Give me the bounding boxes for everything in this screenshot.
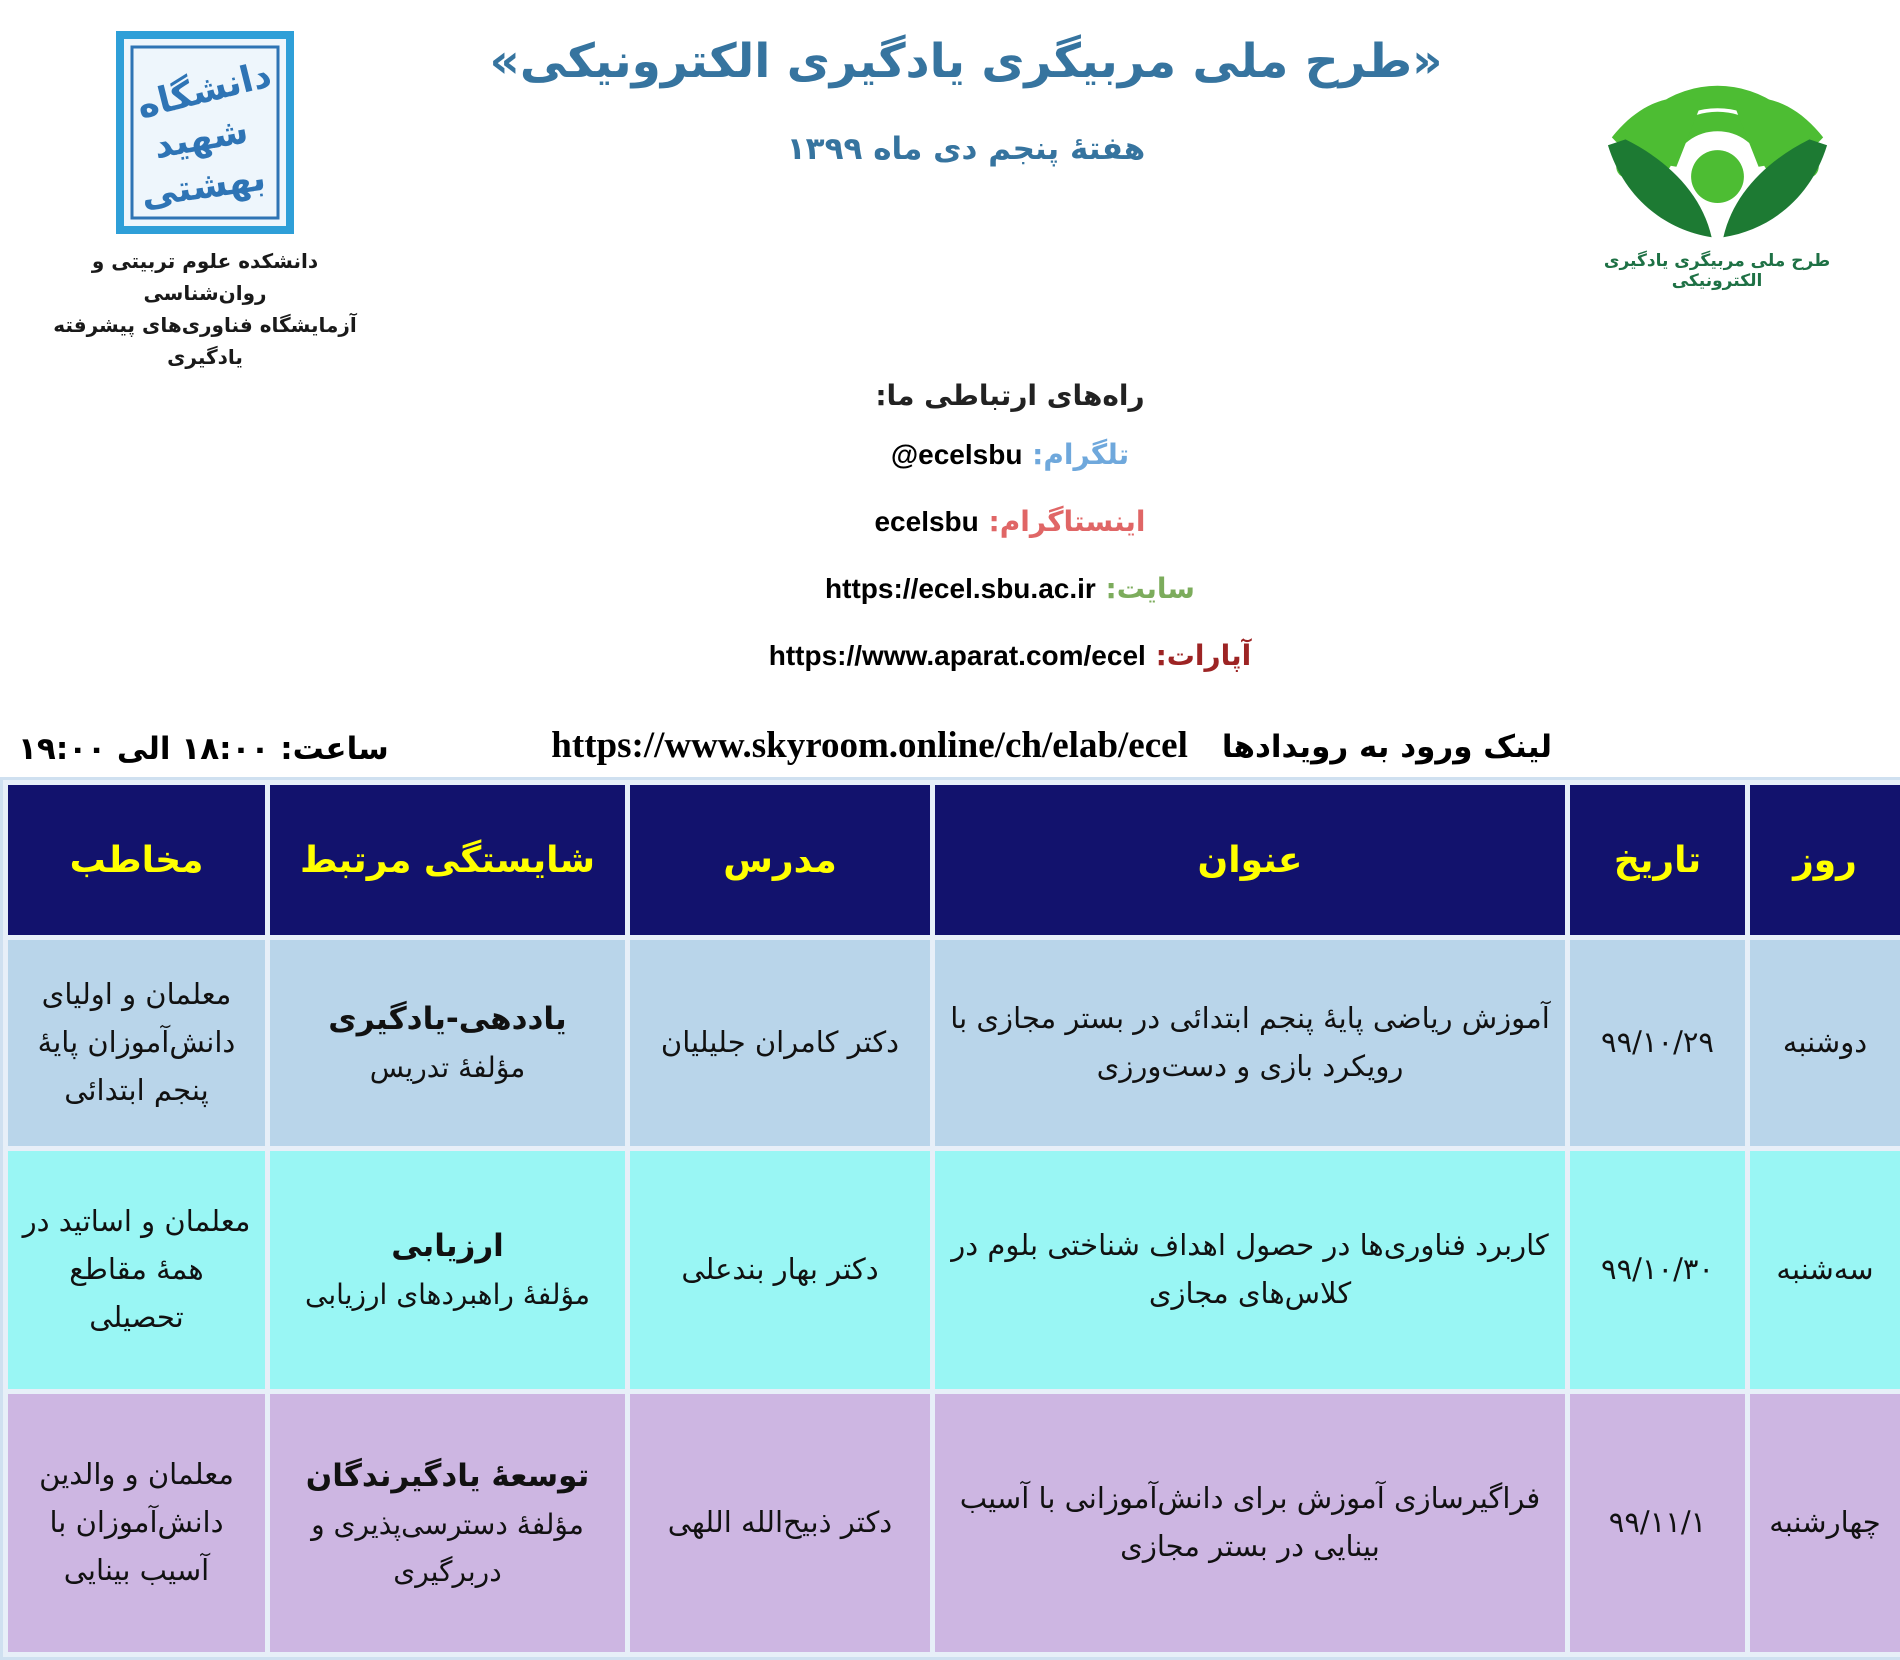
header-audience: مخاطب: [8, 785, 265, 935]
project-logo-block: [1562, 22, 1872, 373]
cell-competency: [270, 1394, 625, 1652]
competency-title: ارزیابی: [391, 1228, 504, 1265]
competency-detail: مؤلفهٔ تدریس: [369, 1051, 526, 1085]
cell-title: کاربرد فناوری‌ها در حصول اهداف شناختی بلوم در کلاس‌های مجازی: [935, 1151, 1565, 1389]
website-label: سایت:: [1105, 572, 1195, 605]
event-link-label: لینک ورود به رویدادها: [1221, 729, 1552, 765]
table-header-row: [8, 785, 1900, 935]
cell-date: ۹۹/۱۱/۱: [1570, 1394, 1745, 1652]
page-header: [0, 0, 1900, 373]
competency-title: توسعهٔ یادگیرندگان: [305, 1458, 590, 1495]
cell-competency: [270, 1151, 625, 1389]
aparat-line: [120, 639, 1900, 672]
header-title: عنوان: [935, 785, 1565, 935]
header-day: روز: [1750, 785, 1900, 935]
session-info-row: [0, 706, 1900, 773]
competency-detail: مؤلفهٔ راهبردهای ارزیابی: [305, 1278, 590, 1312]
cell-instructor: دکتر بهار بندعلی: [630, 1151, 930, 1389]
contact-section: [0, 379, 1900, 672]
cell-audience: معلمان و والدین دانش‌آموزان با آسیب بینایی: [8, 1394, 265, 1652]
svg-text:شهید: شهید: [150, 110, 252, 168]
cell-title: فراگیرسازی آموزش برای دانش‌آموزانی با آسیب بینایی در بستر مجازی: [935, 1394, 1565, 1652]
website-line: [120, 572, 1900, 605]
cell-date: ۹۹/۱۰/۲۹: [1570, 940, 1745, 1146]
cell-date: ۹۹/۱۰/۳۰: [1570, 1151, 1745, 1389]
telegram-line: [120, 438, 1900, 471]
event-link-group: [551, 724, 1552, 767]
faculty-name: دانشکده علوم تربیتی و روان‌شناسی: [91, 249, 319, 305]
cell-day: چهارشنبه: [1750, 1394, 1900, 1652]
header-date: تاریخ: [1570, 785, 1745, 935]
table-row: [8, 1151, 1900, 1389]
page-title: «طرح ملی مربیگری یادگیری الکترونیکی»: [489, 34, 1443, 89]
table-row: [8, 1394, 1900, 1652]
svg-text:بهشتی: بهشتی: [138, 157, 269, 216]
project-logo-caption: طرح ملی مربیگری یادگیری الکترونیکی: [1603, 251, 1831, 291]
table-row: [8, 940, 1900, 1146]
cell-audience: معلمان و اولیای دانش‌آموزان پایهٔ پنجم ابتدائی: [8, 940, 265, 1146]
header-instructor: مدرس: [630, 785, 930, 935]
competency-detail: مؤلفهٔ دسترسی‌پذیری و دربرگیری: [311, 1508, 584, 1588]
cell-day: دوشنبه: [1750, 940, 1900, 1146]
lab-name: آزمایشگاه فناوری‌های پیشرفته یادگیری: [53, 313, 357, 369]
cell-audience: معلمان و اساتید در همهٔ مقاطع تحصیلی: [8, 1151, 265, 1389]
aparat-label: آپارات:: [1155, 639, 1252, 672]
aparat-url[interactable]: https://www.aparat.com/ecel: [768, 640, 1146, 671]
cell-title: آموزش ریاضی پایهٔ پنجم ابتدائی در بستر مجازی با رویکرد بازی و دست‌ورزی: [935, 940, 1565, 1146]
title-block: [370, 22, 1562, 373]
instagram-handle[interactable]: ecelsbu: [874, 506, 979, 537]
contact-heading: راه‌های ارتباطی ما:: [875, 379, 1145, 412]
university-logo-icon: [115, 30, 295, 235]
schedule-table: [0, 777, 1900, 1660]
university-block: [40, 22, 370, 373]
project-logo-icon: [1600, 22, 1835, 247]
cell-competency: [270, 940, 625, 1146]
cell-instructor: دکتر ذبیح‌الله اللهی: [630, 1394, 930, 1652]
telegram-label: تلگرام:: [1032, 438, 1130, 471]
instagram-label: اینستاگرام:: [988, 505, 1146, 538]
instagram-line: [120, 505, 1900, 538]
page-subtitle: هفتهٔ پنجم دی ماه ۱۳۹۹: [786, 131, 1146, 167]
telegram-handle[interactable]: @ecelsbu: [890, 439, 1023, 470]
svg-text:دانشگاه: دانشگاه: [132, 54, 276, 128]
header-competency: شایستگی مرتبط: [270, 785, 625, 935]
event-link-url[interactable]: https://www.skyroom.online/ch/elab/ecel: [551, 725, 1188, 766]
session-time: ساعت: ۱۸:۰۰ الی ۱۹:۰۰: [18, 731, 389, 767]
cell-instructor: دکتر کامران جلیلیان: [630, 940, 930, 1146]
competency-title: یاددهی-یادگیری: [328, 1001, 567, 1038]
cell-day: سه‌شنبه: [1750, 1151, 1900, 1389]
website-url[interactable]: https://ecel.sbu.ac.ir: [825, 573, 1096, 604]
